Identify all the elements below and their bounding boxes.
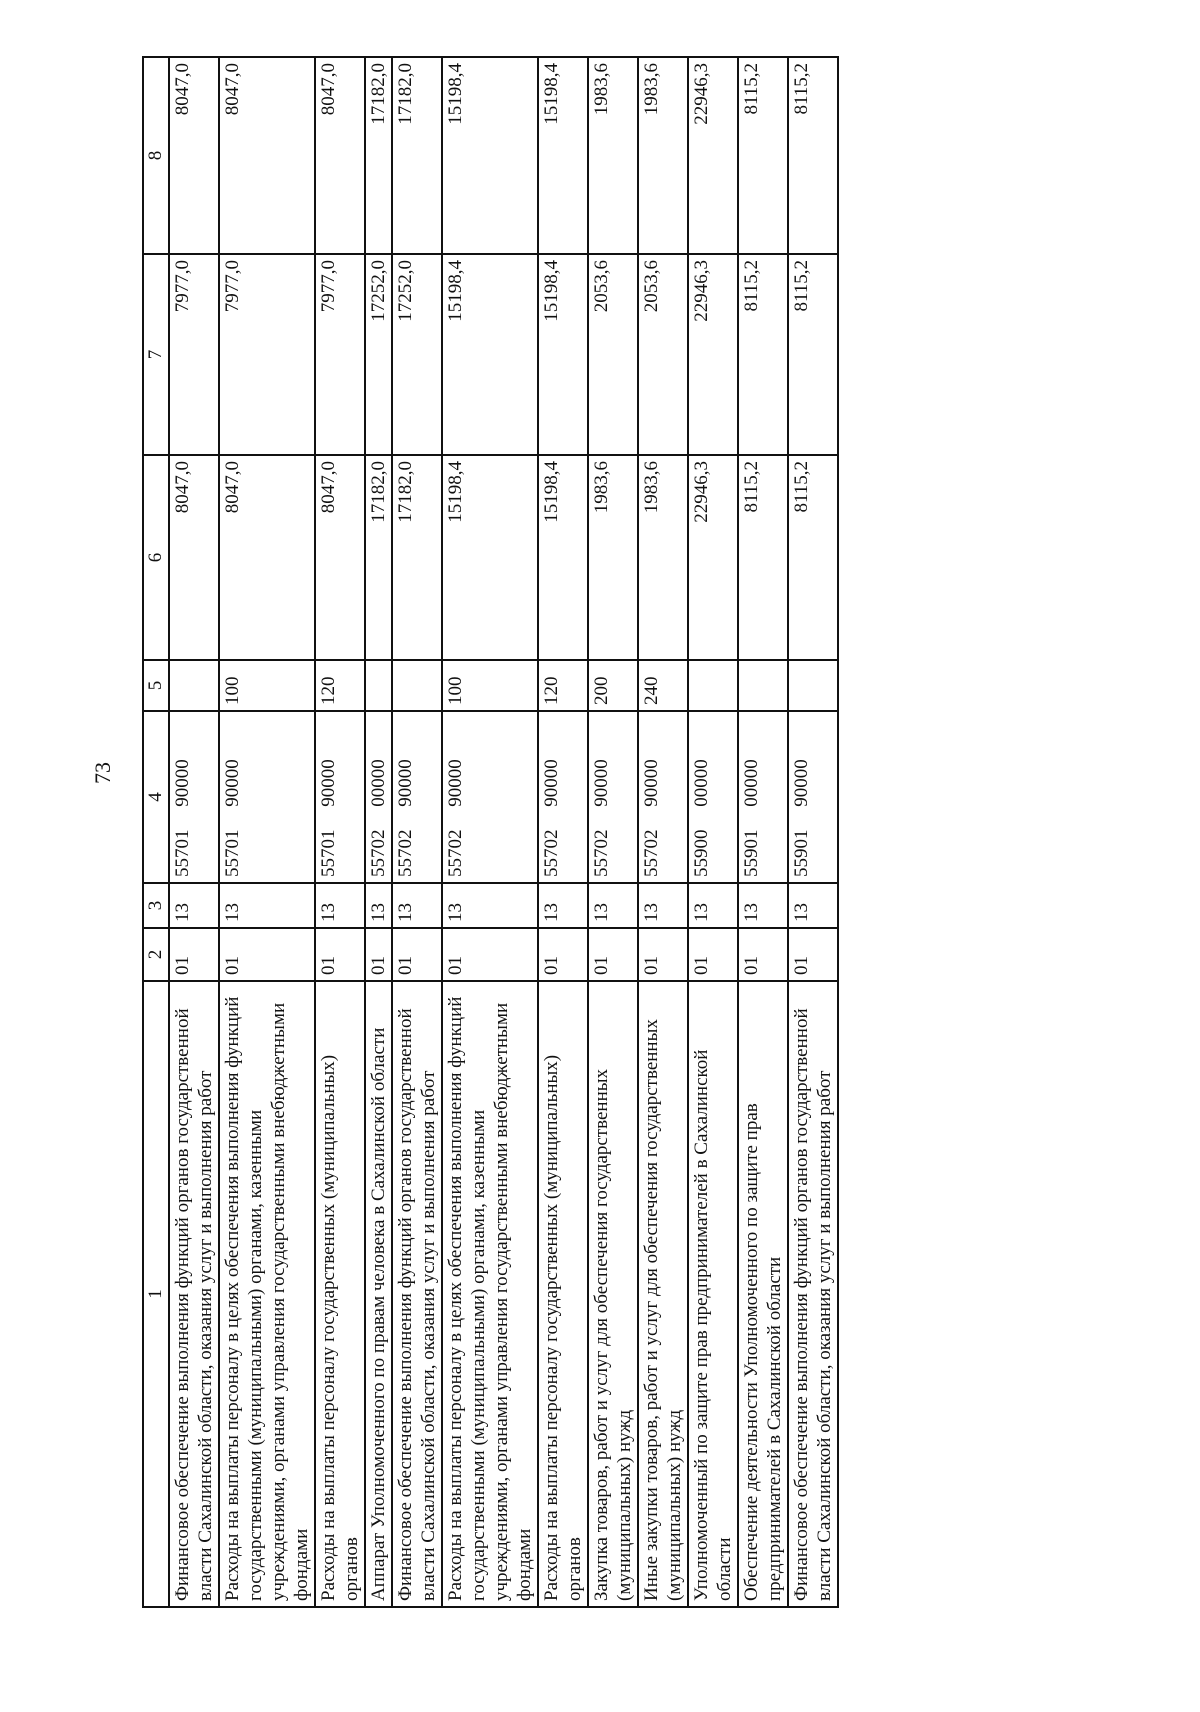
amount-col8: 1983,6 <box>588 57 638 254</box>
table-row <box>738 57 788 1607</box>
budget-table <box>142 56 839 1608</box>
section-code: 01 <box>638 928 688 981</box>
subsection-code: 13 <box>688 883 738 928</box>
expense-type-code: 100 <box>442 660 538 711</box>
amount-col7: 15198,4 <box>538 254 588 455</box>
amount-col7: 8115,2 <box>738 254 788 455</box>
table-row <box>169 57 219 1607</box>
section-code: 01 <box>538 928 588 981</box>
amount-col8: 8047,0 <box>169 57 219 254</box>
expense-type-code <box>688 660 738 711</box>
column-header: 7 <box>143 254 169 455</box>
section-code: 01 <box>788 928 838 981</box>
row-name: Обеспечение деятельности Уполномоченного по защите прав предпринимателей в Сахалинской области <box>738 981 788 1607</box>
amount-col8: 15198,4 <box>442 57 538 254</box>
table-row <box>788 57 838 1607</box>
amount-col8: 8115,2 <box>738 57 788 254</box>
column-header: 5 <box>143 660 169 711</box>
row-name: Аппарат Уполномоченного по правам человека в Сахалинской области <box>365 981 392 1607</box>
amount-col8: 17182,0 <box>392 57 442 254</box>
amount-col8: 1983,6 <box>638 57 688 254</box>
column-header: 3 <box>143 883 169 928</box>
subsection-code: 13 <box>588 883 638 928</box>
table-row <box>588 57 638 1607</box>
table-row <box>638 57 688 1607</box>
amount-col7: 22946,3 <box>688 254 738 455</box>
subsection-code: 13 <box>442 883 538 928</box>
amount-col7: 7977,0 <box>315 254 365 455</box>
target-article-code: 55701 90000 <box>169 711 219 883</box>
amount-col7: 2053,6 <box>588 254 638 455</box>
budget-sheet <box>142 58 1200 1608</box>
section-code: 01 <box>738 928 788 981</box>
amount-col6: 8047,0 <box>169 455 219 660</box>
table-row <box>688 57 738 1607</box>
row-name: Расходы на выплаты персоналу в целях обеспечения выполнения функций государственными (муниципальными) органами, казенными учреждениями, органами управления государственными внебюджетными фондами <box>219 981 315 1607</box>
section-code: 01 <box>688 928 738 981</box>
expense-type-code <box>392 660 442 711</box>
target-article-code: 55901 00000 <box>738 711 788 883</box>
row-name: Финансовое обеспечение выполнения функций органов государственной власти Сахалинской области, оказания услуг и выполнения работ <box>788 981 838 1607</box>
section-code: 01 <box>392 928 442 981</box>
target-article-code: 55702 90000 <box>588 711 638 883</box>
subsection-code: 13 <box>365 883 392 928</box>
subsection-code: 13 <box>638 883 688 928</box>
row-name: Закупка товаров, работ и услуг для обеспечения государственных (муниципальных) нужд <box>588 981 638 1607</box>
column-header: 4 <box>143 711 169 883</box>
amount-col8: 15198,4 <box>538 57 588 254</box>
amount-col6: 8047,0 <box>315 455 365 660</box>
amount-col6: 15198,4 <box>442 455 538 660</box>
target-article-code: 55702 00000 <box>365 711 392 883</box>
row-name: Финансовое обеспечение выполнения функций органов государственной власти Сахалинской области, оказания услуг и выполнения работ <box>169 981 219 1607</box>
expense-type-code: 240 <box>638 660 688 711</box>
table-row <box>538 57 588 1607</box>
row-name: Расходы на выплаты персоналу государственных (муниципальных) органов <box>538 981 588 1607</box>
row-name: Иные закупки товаров, работ и услуг для обеспечения государственных (муниципальных) нужд <box>638 981 688 1607</box>
amount-col8: 8047,0 <box>219 57 315 254</box>
row-name: Расходы на выплаты персоналу в целях обеспечения выполнения функций государственными (муниципальными) органами, казенными учреждениями, органами управления государственными внебюджетными фондами <box>442 981 538 1607</box>
row-name: Уполномоченный по защите прав предпринимателей в Сахалинской области <box>688 981 738 1607</box>
subsection-code: 13 <box>169 883 219 928</box>
subsection-code: 13 <box>738 883 788 928</box>
amount-col7: 8115,2 <box>788 254 838 455</box>
target-article-code: 55702 90000 <box>538 711 588 883</box>
expense-type-code <box>169 660 219 711</box>
target-article-code: 55701 90000 <box>315 711 365 883</box>
section-code: 01 <box>588 928 638 981</box>
expense-type-code: 120 <box>538 660 588 711</box>
amount-col7: 7977,0 <box>219 254 315 455</box>
amount-col6: 8115,2 <box>738 455 788 660</box>
target-article-code: 55701 90000 <box>219 711 315 883</box>
target-article-code: 55900 00000 <box>688 711 738 883</box>
section-code: 01 <box>169 928 219 981</box>
amount-col7: 17252,0 <box>392 254 442 455</box>
subsection-code: 13 <box>538 883 588 928</box>
amount-col6: 8047,0 <box>219 455 315 660</box>
section-code: 01 <box>365 928 392 981</box>
table-row <box>442 57 538 1607</box>
target-article-code: 55702 90000 <box>638 711 688 883</box>
amount-col8: 22946,3 <box>688 57 738 254</box>
subsection-code: 13 <box>219 883 315 928</box>
column-header: 1 <box>143 981 169 1607</box>
subsection-code: 13 <box>315 883 365 928</box>
table-row <box>219 57 315 1607</box>
column-header: 8 <box>143 57 169 254</box>
amount-col7: 7977,0 <box>169 254 219 455</box>
amount-col6: 22946,3 <box>688 455 738 660</box>
amount-col8: 17182,0 <box>365 57 392 254</box>
expense-type-code <box>738 660 788 711</box>
column-header: 6 <box>143 455 169 660</box>
amount-col7: 2053,6 <box>638 254 688 455</box>
section-code: 01 <box>315 928 365 981</box>
amount-col6: 17182,0 <box>392 455 442 660</box>
amount-col6: 15198,4 <box>538 455 588 660</box>
table-row <box>315 57 365 1607</box>
amount-col8: 8115,2 <box>788 57 838 254</box>
section-code: 01 <box>219 928 315 981</box>
amount-col6: 17182,0 <box>365 455 392 660</box>
rotated-page <box>142 58 1200 1608</box>
section-code: 01 <box>442 928 538 981</box>
target-article-code: 55901 90000 <box>788 711 838 883</box>
subsection-code: 13 <box>392 883 442 928</box>
expense-type-code <box>365 660 392 711</box>
column-header: 2 <box>143 928 169 981</box>
header-row <box>143 57 169 1607</box>
target-article-code: 55702 90000 <box>442 711 538 883</box>
amount-col6: 1983,6 <box>588 455 638 660</box>
subsection-code: 13 <box>788 883 838 928</box>
expense-type-code <box>788 660 838 711</box>
expense-type-code: 120 <box>315 660 365 711</box>
page-number: 73 <box>90 762 115 784</box>
target-article-code: 55702 90000 <box>392 711 442 883</box>
amount-col6: 1983,6 <box>638 455 688 660</box>
expense-type-code: 100 <box>219 660 315 711</box>
amount-col7: 15198,4 <box>442 254 538 455</box>
expense-type-code: 200 <box>588 660 638 711</box>
amount-col6: 8115,2 <box>788 455 838 660</box>
table-row <box>365 57 392 1607</box>
row-name: Расходы на выплаты персоналу государственных (муниципальных) органов <box>315 981 365 1607</box>
table-row <box>392 57 442 1607</box>
row-name: Финансовое обеспечение выполнения функций органов государственной власти Сахалинской области, оказания услуг и выполнения работ <box>392 981 442 1607</box>
amount-col8: 8047,0 <box>315 57 365 254</box>
amount-col7: 17252,0 <box>365 254 392 455</box>
